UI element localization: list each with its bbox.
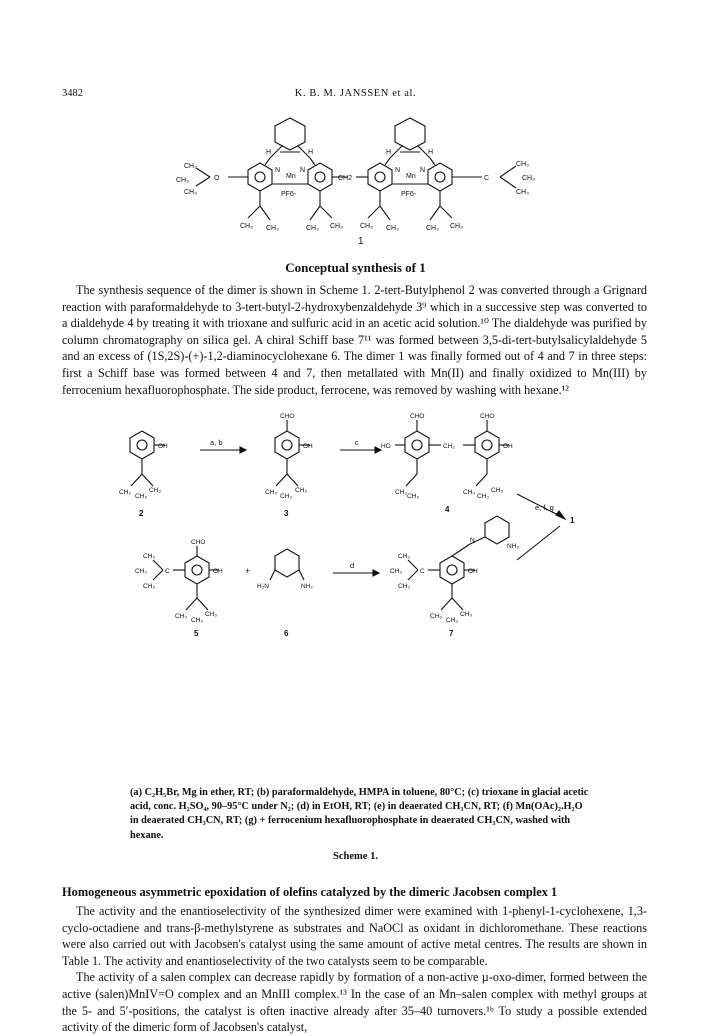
svg-text:CH₃: CH₃ bbox=[184, 163, 197, 170]
svg-text:CH₃: CH₃ bbox=[184, 189, 197, 196]
svg-text:CH₃: CH₃ bbox=[330, 223, 343, 230]
svg-text:H₂N: H₂N bbox=[257, 583, 269, 590]
scheme-label-7: 7 bbox=[449, 629, 454, 638]
scheme-label: Scheme 1. bbox=[333, 851, 378, 862]
svg-text:CH₃: CH₃ bbox=[477, 493, 490, 500]
paragraph-synthesis bbox=[62, 282, 647, 398]
svg-text:CH₃: CH₃ bbox=[266, 225, 279, 232]
figure-caption-conceptual: Conceptual synthesis of 1 bbox=[285, 260, 426, 275]
svg-text:C: C bbox=[420, 568, 425, 575]
svg-text:N: N bbox=[420, 167, 426, 174]
paragraph-synthesis-text: The synthesis sequence of the dimer is shown in Scheme 1. 2-tert-Butylphenol 2 was converted through a Grignard reaction with paraformaldehyde to 3-tert-butyl-2-hydroxybenzaldehyde 3⁹ which in a successive step was converted to a dialdehyde 4 by treating it with trioxane and sulfuric acid in an acetic acid solution.¹⁰ The dialdehyde was purified by column chromatography on silica gel. A chiral Schiff base 7¹¹ was formed between 3,5-di-tert-butylsalicylaldehyde 5 and an excess of (1S,2S)-(+)-1,2-diaminocyclohexane 6. The dimer 1 was finally formed out of 4 and 7 in three steps: first a Schiff base was formed between 4 and 7, then metallated with Mn(II) and finally oxidized to Mn(III) by ferrocenium hexafluorophosphate. The side product, ferrocene, was removed by washing with hexane.¹² bbox=[62, 283, 647, 397]
scheme-label-2: 2 bbox=[139, 509, 144, 518]
svg-text:H: H bbox=[386, 149, 392, 156]
svg-text:CH₃: CH₃ bbox=[430, 613, 443, 620]
svg-text:NH₂: NH₂ bbox=[507, 543, 519, 550]
scheme-1-figure bbox=[105, 398, 625, 783]
svg-text:CH₃: CH₃ bbox=[306, 225, 319, 232]
svg-text:CH₃: CH₃ bbox=[240, 223, 253, 230]
svg-text:OH: OH bbox=[468, 568, 478, 575]
svg-text:CHO: CHO bbox=[280, 413, 295, 420]
svg-text:CH₃: CH₃ bbox=[149, 487, 162, 494]
svg-text:+: + bbox=[245, 566, 251, 576]
compound-1-label: 1 bbox=[358, 236, 364, 247]
paragraph-epoxidation bbox=[62, 903, 647, 1036]
svg-text:CH₃: CH₃ bbox=[460, 611, 473, 618]
svg-text:OH: OH bbox=[303, 443, 313, 450]
svg-text:C: C bbox=[484, 175, 490, 182]
svg-text:CH₃: CH₃ bbox=[135, 568, 148, 575]
svg-text:CH₃: CH₃ bbox=[205, 611, 218, 618]
linker-label: CH2 bbox=[338, 175, 353, 182]
svg-text:CHO: CHO bbox=[410, 413, 425, 420]
svg-text:N: N bbox=[395, 167, 401, 174]
svg-text:H: H bbox=[428, 149, 434, 156]
paragraph-activity-text: The activity of a salen complex can decrease rapidly by formation of a non-active µ-oxo-dimer, formed between the active (salen)MnIV=O complex and an MnIII complex.¹³ In the case of an Mn–salen complex with methyl groups at the 5- and 5′-positions, the catalyst is often inactive already after 35–40 turnovers.¹ᵇ To study a possible extended activity of the dimeric form of Jacobsen's catalyst, bbox=[62, 970, 647, 1035]
svg-text:Mn: Mn bbox=[286, 173, 296, 180]
arrow-label-efg: e, f, g bbox=[535, 503, 554, 512]
svg-text:CH₃: CH₃ bbox=[386, 225, 399, 232]
svg-text:CHO: CHO bbox=[191, 539, 206, 546]
page-number: 3482 bbox=[62, 88, 83, 99]
svg-text:H: H bbox=[266, 149, 272, 156]
svg-text:N: N bbox=[300, 167, 306, 174]
svg-text:CH₃: CH₃ bbox=[398, 553, 411, 560]
arrow-label-c: c bbox=[355, 438, 359, 447]
svg-text:CH₂: CH₂ bbox=[443, 443, 455, 450]
svg-text:O: O bbox=[214, 175, 220, 182]
scheme-label-3: 3 bbox=[284, 509, 289, 518]
svg-text:CH₃: CH₃ bbox=[360, 223, 373, 230]
counterion-label-left: PF6- bbox=[281, 191, 297, 198]
svg-text:OH: OH bbox=[213, 568, 223, 575]
svg-text:CH₃: CH₃ bbox=[407, 493, 420, 500]
svg-text:CH₃: CH₃ bbox=[446, 617, 459, 624]
svg-text:H: H bbox=[308, 149, 314, 156]
paragraph-epoxidation-text: The activity and the enantioselectivity of the synthesized dimer were examined with 1-phenyl-1-cyclohexene, 1,3-cyclo-octadiene and trans-β-methylstyrene as substrates and NaOCl as oxidant in dichloromethane. These reactions were also carried out with Jacobsen's catalyst using the same amount of active metal centres. The results are shown in Table 1. The activity and enantioselectivity of the two catalysts seem to be comparable. bbox=[62, 904, 647, 968]
svg-text:CHO: CHO bbox=[480, 413, 495, 420]
counterion-label-right: PF6- bbox=[401, 191, 417, 198]
svg-text:CH₃: CH₃ bbox=[175, 613, 188, 620]
svg-text:N: N bbox=[275, 167, 281, 174]
svg-text:CH₃: CH₃ bbox=[135, 493, 148, 500]
svg-text:CH₃: CH₃ bbox=[119, 489, 132, 496]
svg-text:CH₃: CH₃ bbox=[143, 583, 156, 590]
scheme-label-5: 5 bbox=[194, 629, 199, 638]
svg-text:CH₃: CH₃ bbox=[398, 583, 411, 590]
svg-text:CH₃: CH₃ bbox=[191, 617, 204, 624]
scheme-caption: (a) C₂H₅Br, Mg in ether, RT; (b) paraformaldehyde, HMPA in toluene, 80°C; (c) trioxane in glacial acetic acid, conc. H₂SO₄, 90–95°C under N₂; (d) in EtOH, RT; (e) in deaerated CH₃CN, RT; (f) Mn(OAc)₂.H₂O in deaerated CH₃CN, RT; (g) + ferrocenium hexafluorophosphate in deaerated CH₃CN, washed with hexane. bbox=[130, 787, 589, 841]
svg-text:CH₃: CH₃ bbox=[176, 177, 189, 184]
svg-text:CH₃: CH₃ bbox=[491, 487, 504, 494]
svg-text:OH: OH bbox=[158, 443, 168, 450]
arrow-label-d: d bbox=[350, 561, 355, 570]
svg-text:CH₃: CH₃ bbox=[426, 225, 439, 232]
running-title: K. B. M. JANSSEN et al. bbox=[294, 88, 417, 99]
svg-text:OH: OH bbox=[503, 443, 513, 450]
svg-text:NH₂: NH₂ bbox=[301, 583, 313, 590]
arrow-label-ab: a, b bbox=[210, 438, 223, 447]
svg-text:CH₃: CH₃ bbox=[265, 489, 278, 496]
svg-text:CH₃: CH₃ bbox=[516, 161, 529, 168]
dimer-structure-figure bbox=[170, 108, 550, 248]
left-salen-unit bbox=[196, 118, 332, 220]
svg-text:CH₃: CH₃ bbox=[450, 223, 463, 230]
right-salen-unit bbox=[368, 118, 516, 220]
svg-text:N: N bbox=[470, 537, 475, 544]
svg-text:HO: HO bbox=[381, 443, 391, 450]
svg-text:CH₃: CH₃ bbox=[516, 189, 529, 196]
svg-text:CH₃: CH₃ bbox=[395, 489, 408, 496]
svg-text:Mn: Mn bbox=[406, 173, 416, 180]
svg-text:CH₃: CH₃ bbox=[280, 493, 293, 500]
svg-text:CH₃: CH₃ bbox=[143, 553, 156, 560]
svg-text:C: C bbox=[165, 568, 170, 575]
svg-text:CH₃: CH₃ bbox=[522, 175, 535, 182]
section-heading: Homogeneous asymmetric epoxidation of olefins catalyzed by the dimeric Jacobsen complex 1 bbox=[62, 885, 558, 899]
scheme-label-1: 1 bbox=[570, 516, 575, 525]
svg-text:CH₃: CH₃ bbox=[295, 487, 308, 494]
scheme-label-6: 6 bbox=[284, 629, 289, 638]
scheme-label-4: 4 bbox=[445, 505, 450, 514]
svg-text:CH₃: CH₃ bbox=[390, 568, 403, 575]
svg-text:CH₃: CH₃ bbox=[463, 489, 476, 496]
